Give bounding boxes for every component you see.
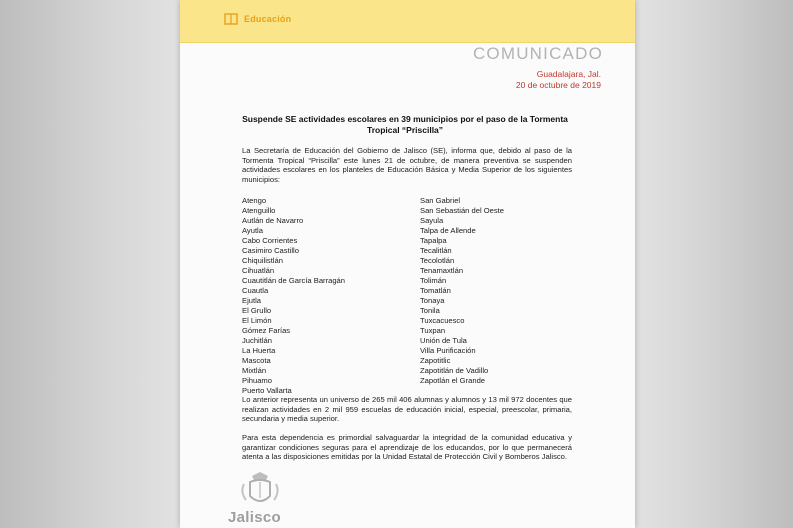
municipio-item: Tecalitlán xyxy=(420,246,452,255)
municipio-item: Zapotitlic xyxy=(420,356,451,365)
intro-paragraph: La Secretaría de Educación del Gobierno de Jalisco (SE), informa que, debido al paso de la Tormenta Tropical “Priscilla” este lunes 21 de octubre, de manera preventiva se suspenden actividades escolares en los planteles de Educación Básica y Media Superior de los siguientes municipios: xyxy=(242,146,572,184)
seal-label: Jalisco xyxy=(228,509,281,526)
municipio-item: Zapotlán el Grande xyxy=(420,376,486,385)
municipio-item: Atengo xyxy=(242,196,267,205)
municipio-item: El Grullo xyxy=(242,306,272,315)
municipio-item: Puerto Vallarta xyxy=(242,386,292,395)
municipios-list-left xyxy=(242,196,345,396)
municipio-item: Tolimán xyxy=(420,276,447,285)
closing-paragraph: Para esta dependencia es primordial salvaguardar la integridad de la comunidad educativa y garantizar condiciones seguras para el aprendizaje de los educandos, por lo que permanecerá atenta a las disposiciones emitidas por la Unidad Estatal de Protección Civil y Bomberos Jalisco. xyxy=(242,433,572,462)
municipio-item: Mixtlán xyxy=(242,366,267,375)
municipio-item: Tuxcacuesco xyxy=(420,316,465,325)
municipio-item: Cuautitlán de García Barragán xyxy=(242,276,345,285)
municipio-item: Gómez Farías xyxy=(242,326,291,335)
municipio-item: Juchitlán xyxy=(242,336,272,345)
municipio-item: Tapalpa xyxy=(420,236,447,245)
municipio-item: La Huerta xyxy=(242,346,276,355)
doc-type-title: COMUNICADO xyxy=(472,44,603,63)
header-band xyxy=(180,0,635,43)
document-page xyxy=(180,0,635,528)
municipio-item: Cuautla xyxy=(242,286,269,295)
municipio-item: San Gabriel xyxy=(420,196,461,205)
universe-paragraph: Lo anterior representa un universo de 265 mil 406 alumnas y alumnos y 13 mil 972 docentes que realizan actividades en 2 mil 959 escuelas de educación inicial, especial, preescolar, primaria, secundaria y media superior. xyxy=(242,395,572,424)
background-left xyxy=(0,0,180,528)
municipios-list-right xyxy=(420,196,504,386)
municipio-item: Ayutla xyxy=(242,226,263,235)
municipio-item: Tuxpan xyxy=(420,326,446,335)
municipio-item: Atenguillo xyxy=(242,206,276,215)
background-right xyxy=(633,0,793,528)
municipio-item: Tonaya xyxy=(420,296,445,305)
education-logo xyxy=(224,12,291,26)
municipio-item: Sayula xyxy=(420,216,444,225)
municipio-item: Unión de Tula xyxy=(420,336,467,345)
municipio-item: Tomatlán xyxy=(420,286,451,295)
place-date xyxy=(516,69,601,91)
book-icon xyxy=(224,12,238,26)
municipio-item: Chiquilistlán xyxy=(242,256,283,265)
municipio-item: Tonila xyxy=(420,306,440,315)
municipio-item: Ejutla xyxy=(242,296,261,305)
municipio-item: Casimiro Castillo xyxy=(242,246,299,255)
municipio-item: Autlán de Navarro xyxy=(242,216,304,225)
municipio-item: Mascota xyxy=(242,356,271,365)
municipio-item: Tecolotlán xyxy=(420,256,455,265)
municipio-item: Villa Purificación xyxy=(420,346,476,355)
municipio-item: Cihuatlán xyxy=(242,266,275,275)
date: 20 de octubre de 2019 xyxy=(515,80,601,90)
municipio-item: Pihuamo xyxy=(242,376,272,385)
municipio-item: Tenamaxtlán xyxy=(420,266,464,275)
municipio-item: Talpa de Allende xyxy=(420,226,476,235)
headline: Suspende SE actividades escolares en 39 municipios por el paso de la Tormenta Tropical “Priscilla” xyxy=(242,114,568,135)
brand-label: Educación xyxy=(244,14,292,24)
municipio-item: Cabo Corrientes xyxy=(242,236,298,245)
municipio-item: El Limón xyxy=(242,316,272,325)
municipio-item: San Sebastián del Oeste xyxy=(420,206,505,215)
place: Guadalajara, Jal. xyxy=(536,69,601,79)
municipio-item: Zapotitlán de Vadillo xyxy=(420,366,489,375)
